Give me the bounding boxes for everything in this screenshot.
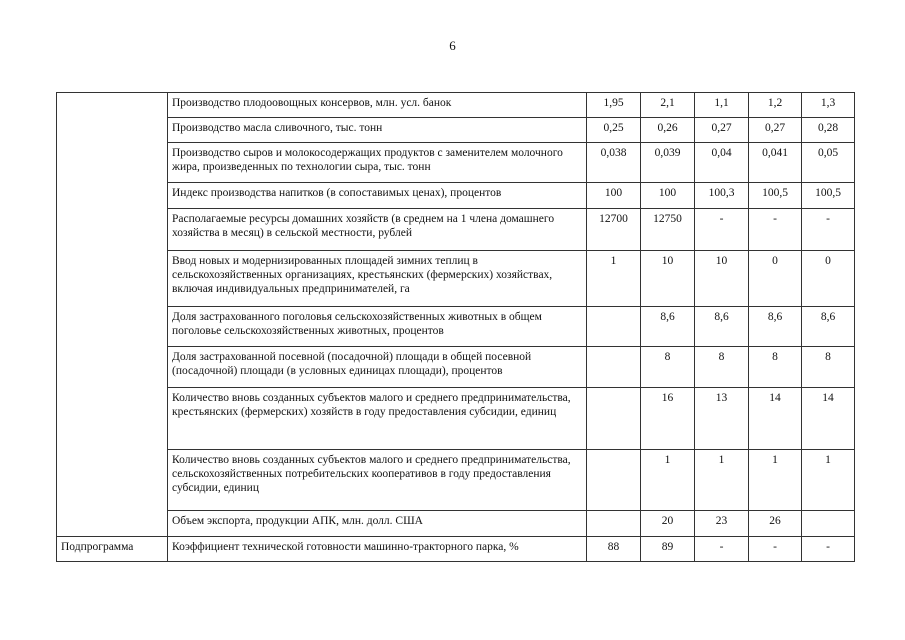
table-row xyxy=(57,183,855,209)
value-cell: 1 xyxy=(802,450,855,511)
value-cell: 8 xyxy=(749,347,802,388)
value-cell: 88 xyxy=(587,537,641,562)
value-cell: 2,1 xyxy=(641,93,695,118)
table-row xyxy=(57,209,855,251)
value-cell: 10 xyxy=(641,251,695,307)
value-cell: 8,6 xyxy=(641,307,695,347)
table-row xyxy=(57,511,855,537)
value-cell: 0,04 xyxy=(695,143,749,183)
value-cell: 8 xyxy=(641,347,695,388)
indicator-label: Объем экспорта, продукции АПК, млн. долл. США xyxy=(168,511,587,537)
indicator-label: Доля застрахованного поголовья сельскохозяйственных животных в общем поголовье сельскохозяйственных животных, процентов xyxy=(168,307,587,347)
indicator-label: Индекс производства напитков (в сопоставимых ценах), процентов xyxy=(168,183,587,209)
value-cell: 1 xyxy=(587,251,641,307)
value-cell: 10 xyxy=(695,251,749,307)
value-cell xyxy=(587,388,641,450)
indicator-label: Количество вновь созданных субъектов малого и среднего предпринимательства, сельскохозяйственных потребительских кооперативов в году предоставления субсидии, единиц xyxy=(168,450,587,511)
value-cell: 8,6 xyxy=(695,307,749,347)
value-cell: 0,039 xyxy=(641,143,695,183)
value-cell: 1,2 xyxy=(749,93,802,118)
value-cell: 0 xyxy=(802,251,855,307)
value-cell: 8,6 xyxy=(802,307,855,347)
table-row xyxy=(57,143,855,183)
indicator-label: Коэффициент технической готовности машинно-тракторного парка, % xyxy=(168,537,587,562)
value-cell: 8 xyxy=(802,347,855,388)
value-cell: 8,6 xyxy=(749,307,802,347)
section-cell xyxy=(57,93,168,537)
table-row xyxy=(57,347,855,388)
value-cell: 1 xyxy=(695,450,749,511)
value-cell: 14 xyxy=(749,388,802,450)
value-cell xyxy=(587,347,641,388)
value-cell: - xyxy=(749,209,802,251)
indicator-label: Производство сыров и молокосодержащих продуктов с заменителем молочного жира, произведенных по технологии сыра, тыс. тонн xyxy=(168,143,587,183)
value-cell: 100,5 xyxy=(802,183,855,209)
table-row xyxy=(57,307,855,347)
value-cell: 100,3 xyxy=(695,183,749,209)
value-cell: 14 xyxy=(802,388,855,450)
value-cell: 12700 xyxy=(587,209,641,251)
indicator-label: Ввод новых и модернизированных площадей зимних теплиц в сельскохозяйственных организациях, крестьянских (фермерских) хозяйствах, включая индивидуальных предпринимателей, га xyxy=(168,251,587,307)
section-cell: Подпрограмма xyxy=(57,537,168,562)
value-cell: 1 xyxy=(641,450,695,511)
value-cell: 1,3 xyxy=(802,93,855,118)
indicator-label: Производство плодоовощных консервов, млн. усл. банок xyxy=(168,93,587,118)
value-cell: 100 xyxy=(641,183,695,209)
value-cell: 0,26 xyxy=(641,118,695,143)
value-cell: 13 xyxy=(695,388,749,450)
value-cell: 8 xyxy=(695,347,749,388)
value-cell: - xyxy=(802,537,855,562)
indicator-label: Количество вновь созданных субъектов малого и среднего предпринимательства, крестьянских (фермерских) хозяйств в году предоставления субсидии, единиц xyxy=(168,388,587,450)
indicator-label: Доля застрахованной посевной (посадочной) площади в общей посевной (посадочной) площади (в условных единицах площади), процентов xyxy=(168,347,587,388)
value-cell: 0,27 xyxy=(695,118,749,143)
table-row xyxy=(57,450,855,511)
table-row xyxy=(57,388,855,450)
value-cell xyxy=(802,511,855,537)
value-cell: 20 xyxy=(641,511,695,537)
table-row xyxy=(57,118,855,143)
value-cell: 0,041 xyxy=(749,143,802,183)
value-cell: - xyxy=(695,209,749,251)
value-cell: 23 xyxy=(695,511,749,537)
value-cell: 0,27 xyxy=(749,118,802,143)
value-cell: 1 xyxy=(749,450,802,511)
value-cell: 16 xyxy=(641,388,695,450)
page-number: 6 xyxy=(449,38,456,53)
value-cell: 1,95 xyxy=(587,93,641,118)
value-cell: 0 xyxy=(749,251,802,307)
indicators-table xyxy=(56,92,855,562)
value-cell: 0,05 xyxy=(802,143,855,183)
value-cell: - xyxy=(695,537,749,562)
value-cell: 0,28 xyxy=(802,118,855,143)
value-cell: 100,5 xyxy=(749,183,802,209)
value-cell: - xyxy=(749,537,802,562)
value-cell: 26 xyxy=(749,511,802,537)
value-cell: 89 xyxy=(641,537,695,562)
indicator-label: Располагаемые ресурсы домашних хозяйств (в среднем на 1 члена домашнего хозяйства в месяц) в сельской местности, рублей xyxy=(168,209,587,251)
value-cell: 100 xyxy=(587,183,641,209)
value-cell xyxy=(587,450,641,511)
indicator-label: Производство масла сливочного, тыс. тонн xyxy=(168,118,587,143)
table-row xyxy=(57,93,855,118)
value-cell: 0,038 xyxy=(587,143,641,183)
value-cell: 1,1 xyxy=(695,93,749,118)
value-cell: - xyxy=(802,209,855,251)
value-cell xyxy=(587,511,641,537)
value-cell: 0,25 xyxy=(587,118,641,143)
table-row xyxy=(57,251,855,307)
value-cell xyxy=(587,307,641,347)
table-row xyxy=(57,537,855,562)
value-cell: 12750 xyxy=(641,209,695,251)
